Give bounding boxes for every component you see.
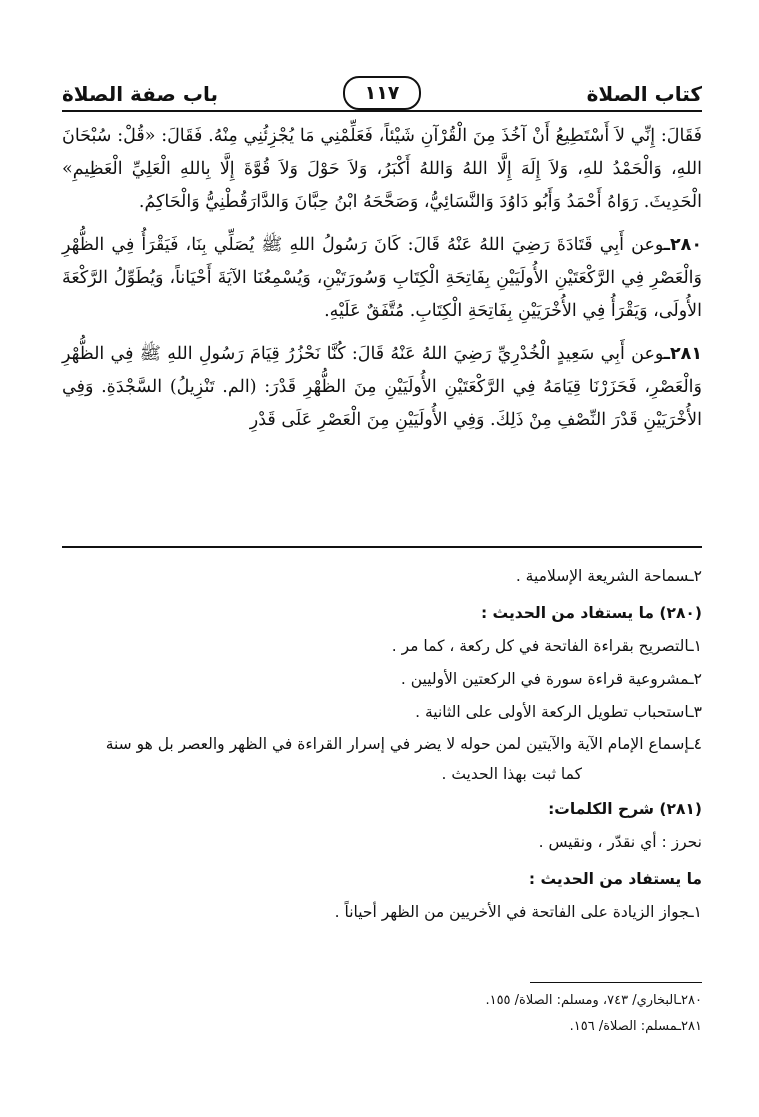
footnote-rule — [530, 982, 702, 983]
book-title: كتاب الصلاة — [586, 82, 702, 106]
main-text — [62, 120, 702, 437]
page-number: ١١٧ — [343, 76, 421, 110]
benefit-item: ٢ـمشروعية قراءة سورة في الركعتين الأوليين . — [400, 670, 702, 688]
benefit-item-continuation: كما ثبت بهذا الحديث . — [441, 765, 582, 783]
benefit-item: ١ـالتصريح بقراءة الفاتحة في كل ركعة ، كما مر . — [391, 637, 702, 655]
commentary — [62, 560, 702, 929]
footnote-280: ٢٨٠ـالبخاري/ ٧٤٣، ومسلم: الصلاة/ ١٥٥. — [485, 993, 702, 1008]
glossary-entry: نحرز : أي نقدّر ، ونقيس . — [538, 833, 702, 851]
header-rule — [62, 110, 702, 112]
hadith-continuation: فَقَالَ: إِنِّي لاَ أَسْتَطِيعُ أَنْ آخُذَ مِنَ الْقُرْآنِ شَيْئاً، فَعَلِّمْنِي مَا يُجْزِئُنِي مِنْهُ. فَقَالَ: «قُلْ: سُبْحَانَ اللهِ، وَالْحَمْدُ للهِ، وَلاَ إِلَهَ إِلَّا اللهُ وَاللهُ أَكْبَرُ، وَلاَ حَوْلَ وَلاَ قُوَّةَ إِلَّا بِاللهِ الْعَلِيِّ الْعَظِيمِ» الْحَدِيثَ. رَوَاهُ أَحْمَدُ وَأَبُو دَاوُدَ وَالنَّسَائِيُّ، وَصَحَّحَهُ ابْنُ حِبَّانَ وَالدَّارَقُطْنِيُّ وَالْحَاكِمُ. — [62, 126, 702, 212]
hadith-text: وعن أَبِي قَتَادَةَ رَضِيَ اللهُ عَنْهُ قَالَ: كَانَ رَسُولُ اللهِ ﷺ يُصَلِّي بِنَا، فَيَقْرَأُ فِي الظُّهْرِ وَالْعَصْرِ فِي الرَّكْعَتَيْنِ الأُولَيَيْنِ بِفَاتِحَةِ الْكِتَابِ وَسُورَتَيْنِ، وَيُسْمِعُنَا الآيَةَ أَحْيَاناً، وَيُطَوِّلُ الرَّكْعَةَ الأُولَى، وَيَقْرَأُ فِي الأُخْرَيَيْنِ بِفَاتِحَةِ الْكِتَابِ. مُتَّفَقٌ عَلَيْهِ. — [62, 235, 702, 321]
hadith-281 — [62, 338, 702, 437]
section-divider — [62, 546, 702, 548]
benefits-heading-280: (٢٨٠) ما يستفاد من الحديث : — [480, 604, 702, 622]
benefit-item: ١ـجواز الزيادة على الفاتحة في الأخريين من الظهر أحياناً . — [334, 903, 702, 921]
note-line: ٢ـسماحة الشريعة الإسلامية . — [515, 567, 702, 585]
benefits-heading-281: ما يستفاد من الحديث : — [528, 870, 702, 888]
footnotes — [62, 988, 702, 1040]
page-header — [62, 74, 702, 114]
benefit-item: ٤ـإسماع الإمام الآية والآيتين لمن حوله لا يضر في إسرار القراءة في الظهر والعصر بل هو سنة — [105, 735, 702, 753]
section-title: باب صفة الصلاة — [62, 82, 218, 106]
glossary-heading-281: (٢٨١) شرح الكلمات: — [548, 800, 702, 818]
hadith-number: ٢٨١ـ — [663, 344, 702, 364]
benefit-item: ٣ـاستحباب تطويل الركعة الأولى على الثانية . — [415, 703, 702, 721]
hadith-text: وعن أَبِي سَعِيدٍ الْخُدْرِيِّ رَضِيَ اللهُ عَنْهُ قَالَ: كُنَّا نَحْزُرُ قِيَامَ رَسُولِ اللهِ ﷺ فِي الظُّهْرِ وَالْعَصْرِ، فَحَزَرْنَا قِيَامَهُ فِي الرَّكْعَتَيْنِ الأُولَيَيْنِ مِنَ الظُّهْرِ قَدْرَ: (الم. تَنْزِيلُ) السَّجْدَةِ. وَفِي الأُخْرَيَيْنِ قَدْرَ النِّصْفِ مِنْ ذَلِكَ. وَفِي الأُولَيَيْنِ مِنَ الْعَصْرِ عَلَى قَدْرِ — [62, 344, 702, 430]
footnote-281: ٢٨١ـمسلم: الصلاة/ ١٥٦. — [569, 1019, 702, 1034]
hadith-280 — [62, 229, 702, 328]
hadith-number: ٢٨٠ـ — [663, 235, 702, 255]
